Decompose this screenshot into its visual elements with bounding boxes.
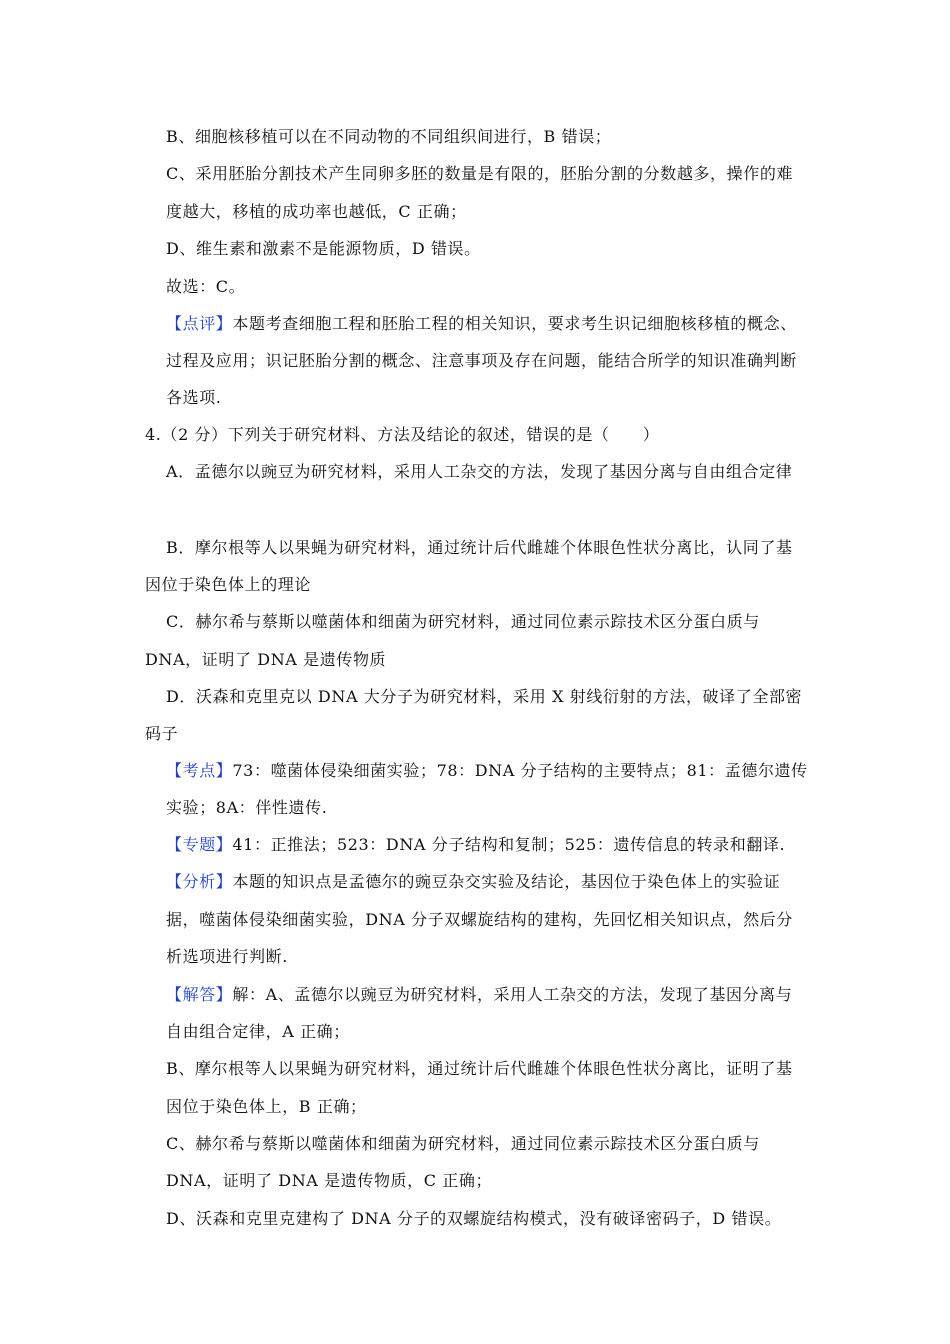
comment-line3: 各选项. — [166, 388, 222, 407]
zhuanti-text: 41：正推法；523：DNA 分子结构和复制；525：遗传信息的转录和翻译. — [232, 835, 786, 854]
fenxi-text: 本题的知识点是孟德尔的豌豆杂交实验及结论，基因位于染色体上的实验证 — [232, 872, 781, 891]
solution-option-c-line2: 度越大，移植的成功率也越低，C 正确； — [166, 202, 467, 221]
question-4-stem: 4.（2 分）下列关于研究材料、方法及结论的叙述，错误的是（ ） — [145, 425, 660, 444]
question-4-option-c-line2: DNA，证明了 DNA 是遗传物质 — [145, 650, 387, 669]
comment-line1 — [166, 313, 797, 335]
question-4-option-a: A．孟德尔以豌豆为研究材料，采用人工杂交的方法，发现了基因分离与自由组合定律 — [166, 462, 793, 481]
fenxi-tag: 【分析】 — [166, 872, 233, 891]
jieda-tag: 【解答】 — [166, 985, 233, 1004]
jieda-b-line1: B、摩尔根等人以果蝇为研究材料，通过统计后代雌雄个体眼色性状分离比，证明了基 — [166, 1059, 793, 1078]
jieda-c-line2: DNA，证明了 DNA 是遗传物质，C 正确； — [166, 1171, 493, 1190]
kaodian-text: 73：噬菌体侵染细菌实验；78：DNA 分子结构的主要特点；81：孟德尔遗传 — [232, 761, 808, 780]
jieda-c-line1: C、赫尔希与蔡斯以噬菌体和细菌为研究材料，通过同位素示踪技术区分蛋白质与 — [166, 1134, 760, 1153]
solution-option-b: B、细胞核移植可以在不同动物的不同组织间进行，B 错误； — [166, 127, 612, 146]
comment-tag: 【点评】 — [166, 314, 233, 333]
comment-line2: 过程及应用；识记胚胎分割的概念、注意事项及存在问题，能结合所学的知识准确判断 — [166, 351, 797, 370]
comment-text: 本题考查细胞工程和胚胎工程的相关知识，要求考生识记细胞核移植的概念、 — [232, 314, 797, 333]
solution-option-d: D、维生素和激素不是能源物质，D 错误。 — [166, 239, 481, 258]
question-4-option-d-line1: D．沃森和克里克以 DNA 大分子为研究材料，采用 X 射线衍射的方法，破译了全部密 — [166, 687, 803, 706]
fenxi-line2: 据，噬菌体侵染细菌实验，DNA 分子双螺旋结构的建构，先回忆相关知识点，然后分 — [166, 910, 793, 929]
jieda-line1 — [166, 984, 792, 1006]
solution-option-c-line1: C、采用胚胎分割技术产生同卵多胚的数量是有限的，胚胎分割的分数越多，操作的难 — [166, 164, 794, 183]
fenxi-line3: 析选项进行判断. — [166, 947, 288, 966]
question-4-option-c-line1: C．赫尔希与蔡斯以噬菌体和细菌为研究材料，通过同位素示踪技术区分蛋白质与 — [166, 612, 760, 631]
fenxi-line1 — [166, 871, 780, 893]
kaodian-line1 — [166, 760, 808, 782]
zhuanti-line — [166, 834, 785, 856]
kaodian-tag: 【考点】 — [166, 761, 233, 780]
jieda-a-line2: 自由组合定律，A 正确； — [166, 1022, 350, 1041]
question-4-option-d-line2: 码子 — [145, 724, 179, 743]
jieda-d: D、沃森和克里克建构了 DNA 分子的双螺旋结构模式，没有破译密码子，D 错误。 — [166, 1209, 782, 1228]
solution-answer: 故选：C。 — [166, 277, 246, 296]
question-4-option-b-line1: B．摩尔根等人以果蝇为研究材料，通过统计后代雌雄个体眼色性状分离比，认同了基 — [166, 538, 793, 557]
zhuanti-tag: 【专题】 — [166, 835, 233, 854]
question-4-option-b-line2: 因位于染色体上的理论 — [145, 575, 312, 594]
jieda-b-line2: 因位于染色体上，B 正确； — [166, 1097, 367, 1116]
jieda-text: 解：A、孟德尔以豌豆为研究材料，采用人工杂交的方法，发现了基因分离与 — [232, 985, 793, 1004]
kaodian-line2: 实验；8A：伴性遗传. — [166, 798, 328, 817]
